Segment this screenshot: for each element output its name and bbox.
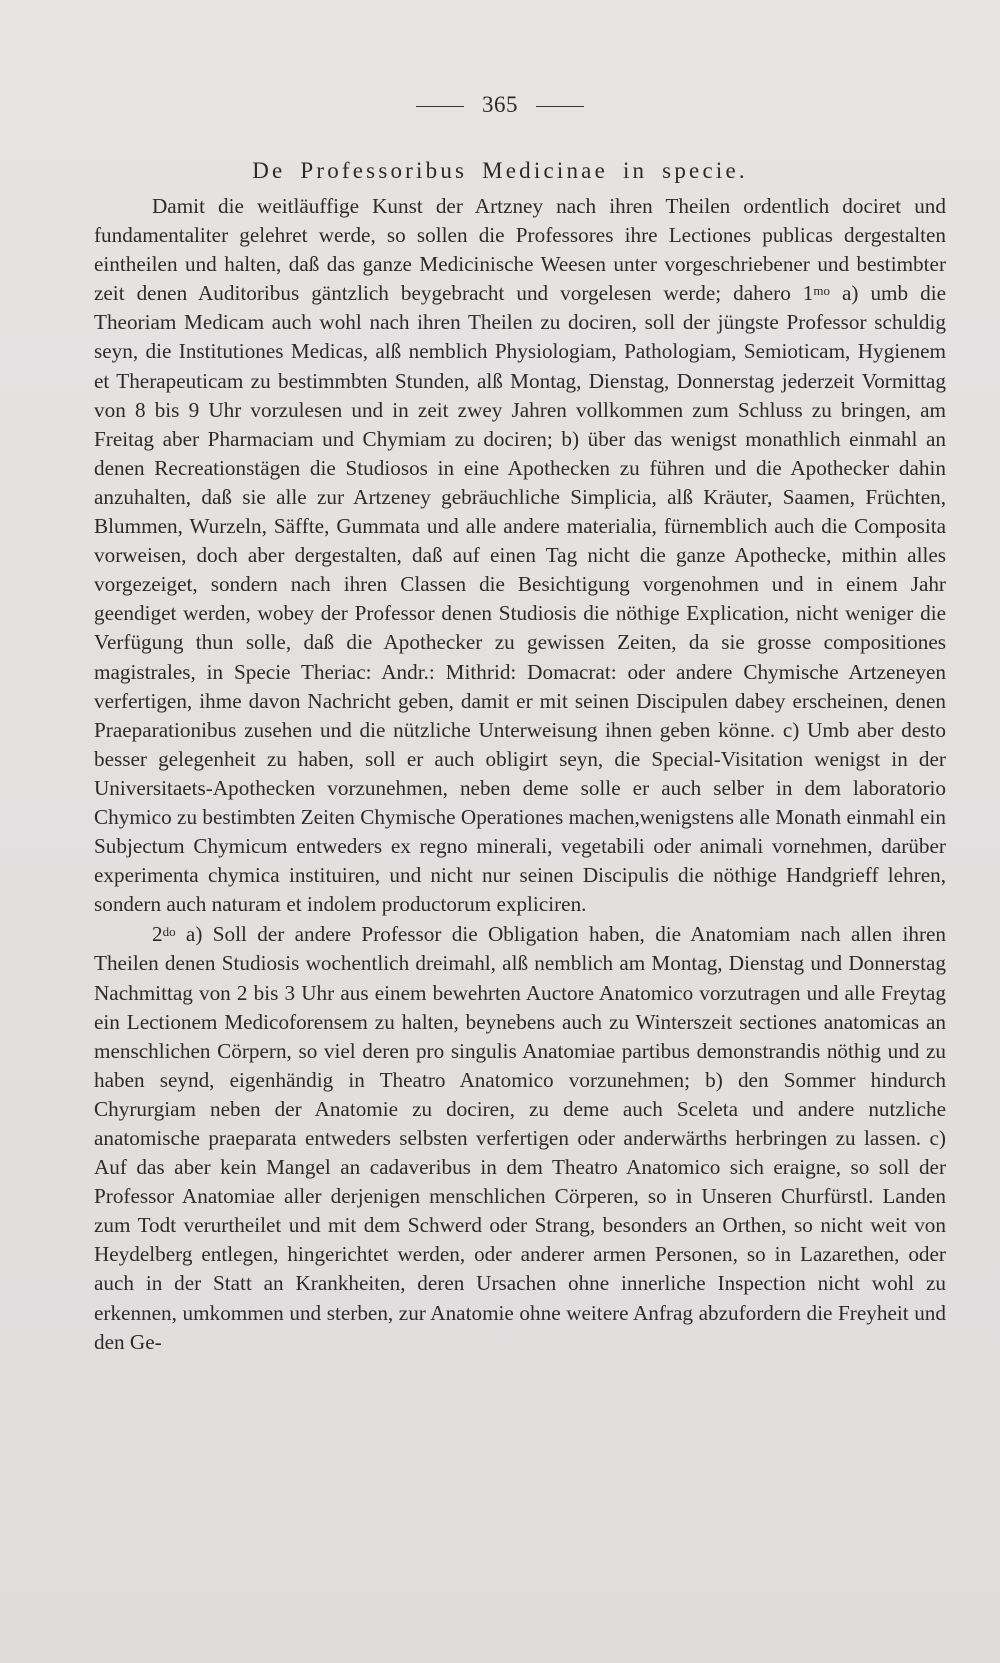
ordinal-superscript: do	[162, 924, 176, 940]
paragraph	[94, 920, 946, 1356]
text-run: 2	[152, 922, 163, 947]
text-run: Damit die weitläuffige Kunst der Artzney nach ihren Theilen ordentlich dociret und fundamentaliter gelehret werde, so sollen die Professores ihre Lectiones publicas dergestalten eintheilen und halten, daß das ganze Medicinische Weesen unter vorgeschriebener und bestimbter zeit denen Auditoribus gäntzlich beygebracht und vorgelesen werde; dahero 1	[94, 194, 946, 306]
section-title: De Professoribus Medicinae in specie.	[252, 158, 748, 183]
body-text	[94, 192, 946, 1357]
page-header	[0, 92, 1000, 118]
ordinal-superscript: mo	[813, 283, 831, 299]
text-run: a) Soll der andere Professor die Obligation haben, die Anatomiam nach allen ihren Theilen denen Studiosis wochentlich dreimahl, alß nemblich am Montag, Dienstag und Donnerstag Nachmittag von 2 bis 3 Uhr aus einem bewehrten Auctore Anatomico vorzutragen und alle Freytag ein Lectionem Medicoforensem zu halten, beynebens auch zu Winterszeit sectiones anatomicas an menschlichen Cörpern, so viel deren pro singulis Anatomiae partibus demonstrandis nöthig und zu haben seynd, eigenhändig in Theatro Anatomico vorzunehmen; b) den Sommer hindurch Chyrurgiam neben der Anatomie zu dociren, zu deme auch Sceleta und andere nutzliche anatomische praeparata entweders selbsten verfertigen oder anderwärths herbringen zu lassen. c) Auf das aber kein Mangel an cadaveribus in dem Theatro Anatomico sich eraigne, so soll der Professor Anatomiae aller derjenigen menschlichen Cörperen, so in Unseren Churfürstl. Landen zum Todt verurtheilet und mit dem Schwerd oder Strang, besonders an Orthen, so nicht weit von Heydelberg entlegen, hingerichtet werden, oder anderer armen Personen, so in Lazarethen, oder auch in der Statt an Krankheiten, deren Ursachen ohne innerliche Inspection nicht wohl zu erkennen, umkommen und sterben, zur Anatomie ohne weitere Anfrag abzufordern die Freyheit und den Ge-	[94, 922, 946, 1354]
header-rule-left	[416, 106, 464, 107]
page-number: 365	[482, 92, 518, 117]
paragraph	[94, 192, 946, 919]
header-rule-right	[536, 106, 584, 107]
text-run: a) umb die Theoriam Medicam auch wohl nach ihren Theilen zu dociren, soll der jüngste Professor schuldig seyn, die Institutiones Medicas, alß nemblich Physiologiam, Pathologiam, Semioticam, Hygienem et Therapeuticam zu bestimmbten Stunden, alß Montag, Dienstag, Donnerstag jederzeit Vormittag von 8 bis 9 Uhr vorzulesen und in zeit zwey Jahren vollkommen zum Schluss zu bringen, am Freitag aber Pharmaciam und Chymiam zu dociren; b) über das wenigst monathlich einmahl an denen Recreationstägen die Studiosos in eine Apothecken zu führen und die Apothecker dahin anzuhalten, daß sie alle zur Artzeney gebräuchliche Simplicia, alß Kräuter, Saamen, Früchten, Blummen, Wurzeln, Säffte, Gummata und alle andere materialia, fürnemblich auch die Composita vorweisen, doch aber dergestalten, daß auf einen Tag nicht die ganze Apothecke, mithin alles vorgezeiget, sondern nach ihren Classen die Besichtigung vorgenohmen und in einem Jahr geendiget werden, wobey der Professor denen Studiosis die nöthige Explication, nicht weniger die Verfügung thun solle, daß die Apothecker zu gewissen Zeiten, da sie grosse compositiones magistrales, in Specie Theriac: Andr.: Mithrid: Domacrat: oder andere Chymische Artzeneyen verfertigen, ihme davon Nachricht geben, damit er mit seinen Discipulen dabey erscheinen, denen Praeparationibus zusehen und die nützliche Unterweisung ihnen geben könne. c) Umb aber desto besser gelegenheit zu haben, soll er auch obligirt seyn, die Special-Visitation wenigst in der Universitaets-Apothecken vorzunehmen, neben deme solle er auch selber in dem laboratorio Chymico zu bestimbten Zeiten Chymische Operationes machen,wenigstens alle Monath einmahl ein Subjectum Chymicum entweders ex regno minerali, vegetabili oder animali vornehmen, darüber experimenta chymica instituiren, und nicht nur seinen Discipulis die nöthige Handgrieff lehren, sondern auch naturam et indolem productorum expliciren.	[94, 281, 947, 917]
